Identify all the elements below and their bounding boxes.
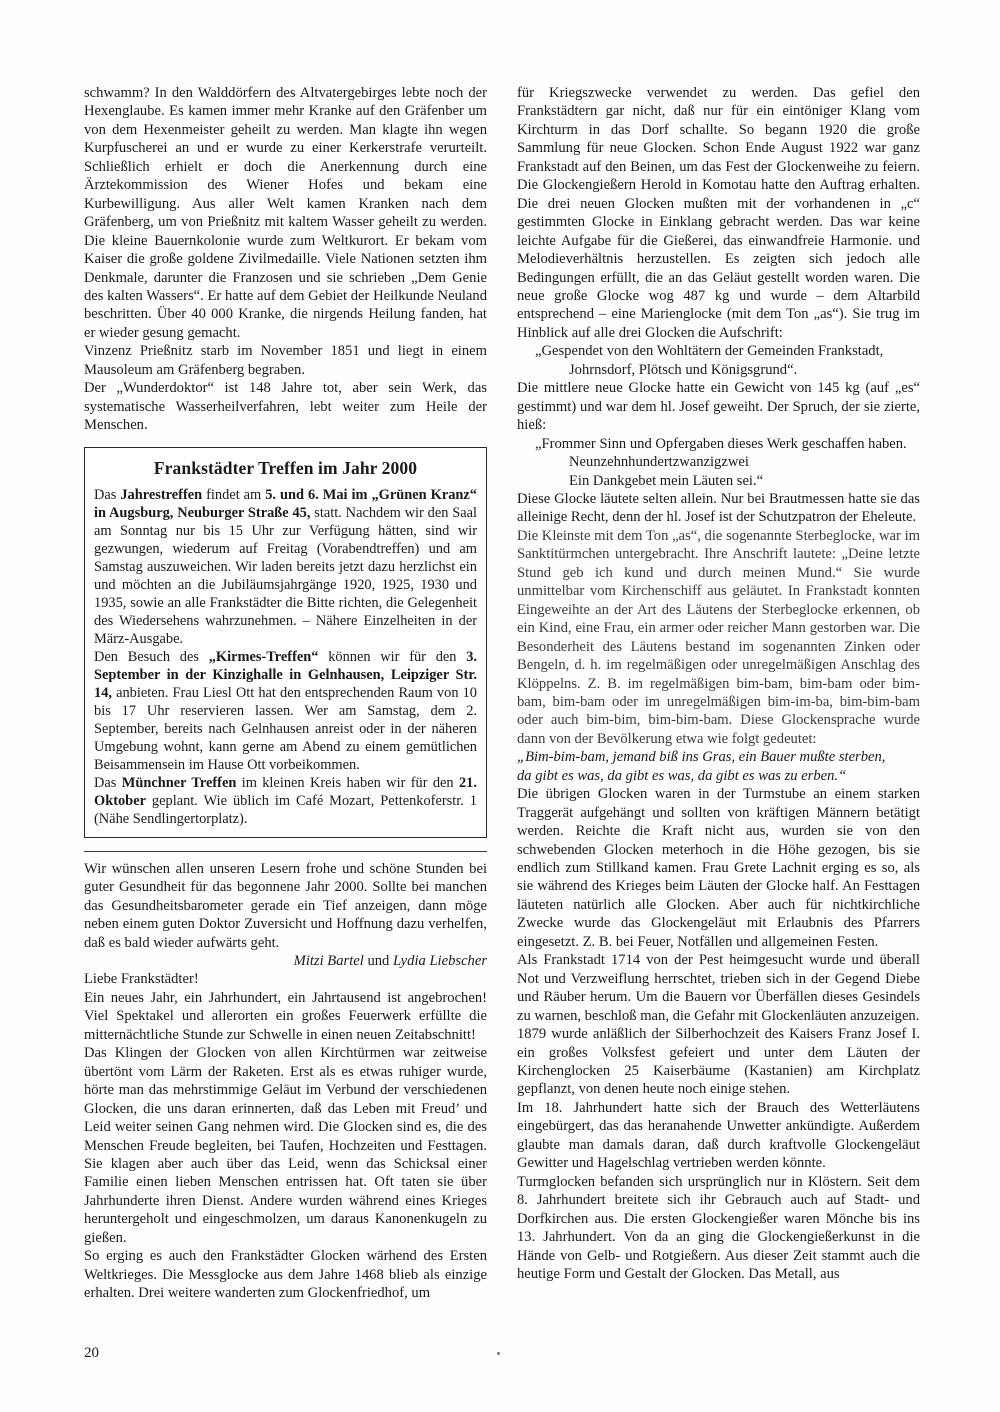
paragraph: So erging es auch den Frankstädter Glocken wärhend des Ersten Weltkrieges. Die Messglocke aus dem Jahre 1468 blieb als einzige erhalten. Drei weitere wanderten zum Glockenfriedhof, um [84, 1248, 487, 1302]
paragraph: Die mittlere neue Glocke hatte ein Gewicht von 145 kg (auf „es“ gestimmt) und war dem hl. Josef geweiht. Der Spruch, der sie zierte, hieß: [517, 380, 920, 434]
text-run: anbieten. Frau Liesl Ott hat den entsprechenden Raum von 10 bis 17 Uhr reservieren lassen. Wer am Samstag, dem 2. September, bereits nach Gelnhausen anreist oder in der näheren Umgebung wohnt, kann gerne am Abend zu einem gemütlichen Beisammensein im Hause Ott vorbeikommen. [94, 684, 477, 773]
quote-line: „Gespendet von den Wohltätern der Gemeinden Frankstadt, [535, 343, 884, 360]
text-run: im kleinen Kreis haben wir für den [236, 774, 459, 791]
text-run: Den Besuch des [94, 648, 209, 665]
text-bold: Jahrestreffen [120, 486, 203, 503]
text-bold: Münchner Treffen [121, 774, 237, 791]
boxed-paragraph-1 [94, 486, 477, 648]
text-bold: 5. und 6. Mai im „Grünen Kranz“ in Augsburg, Neuburger Straße 45, [94, 486, 477, 521]
quote-line: Ein Dankgebet mein Läuten sei.“ [569, 472, 764, 489]
text-bold: 3. September in der Kinzighalle in Gelnhausen, Leipziger Str. 14, [94, 648, 477, 701]
signature-conjunction: und [363, 953, 393, 969]
text-run: Das [94, 486, 121, 503]
text-run: geplant. Wie üblich im Café Mozart, Pettenkoferstr. 1 (Nähe Sendlingertorplatz). [94, 792, 477, 827]
printer-mark [497, 1352, 500, 1355]
paragraph: Ein neues Jahr, ein Jahrhundert, ein Jahrtausend ist angebrochen! Viel Spektakel und allerorten ein großes Feuerwerk erfüllte die mitternächtliche Stunde zur Schwelle in einen neuen Zeitabschnitt! [84, 989, 487, 1043]
boxed-title: Frankstädter Treffen im Jahr 2000 [153, 457, 418, 478]
two-column-layout [84, 84, 920, 1324]
author-name-2: Lydia Liebscher [392, 953, 487, 969]
horizontal-rule [84, 851, 487, 852]
signature-line [84, 952, 487, 970]
paragraph: 1879 wurde anläßlich der Silberhochzeit des Kaisers Franz Josef I. ein großes Volksfest gefeiert und unter dem Läuten der Kirchenglocken 25 Kaiserbäume (Kastanien) am Kirchplatz gepflanzt, von denen heute noch einige stehen. [517, 1026, 920, 1098]
text-bold: 21. Oktober [94, 774, 477, 809]
page-number: 20 [84, 1345, 99, 1361]
boxed-paragraph-2 [94, 648, 477, 774]
paragraph: Diese Glocke läutete selten allein. Nur bei Brautmessen hatte sie das alleinige Recht, denn der hl. Josef ist der Schutzpatron der Eheleute. [517, 490, 920, 526]
paragraph: Wir wünschen allen unseren Lesern frohe und schöne Stunden bei guter Gesundheit für das begonnene Jahr 2000. Sollte bei manchen das Gesundheitsbarometer gerade ein Tief anzeigen, dann möge neben einem guten Doktor Zuversicht und Hoffnung dazu verhelfen, daß es bald wieder aufwärts geht. [84, 860, 487, 951]
paragraph: Das Klingen der Glocken von allen Kirchtürmen war zeitweise übertönt vom Lärm der Raketen. Erst als es etwas ruhiger wurde, hörte man das mehrstimmige Geläut im Verbund der verschiedenen Glocken, die uns daran erinnerten, daß das Leben mit Freud’ und Leid weiter seinen Gang nehmen wird. Die Glocken sind es, die des Menschen Freude begleiten, bei Taufen, Hochzeiten und Festtagen. Sie klagen aber auch über das Leid, wenn das Schicksal einer Familie einen lieben Menschen entrissen hat. Oft taten sie über Jahrhunderte ihren Dienst. Andere wurden während eines Krieges heruntergeholt und eingeschmolzen, um daraus Kanonenkugeln zu gießen. [84, 1045, 487, 1246]
author-name-1: Mitzi Bartel [293, 953, 364, 969]
text-run: Das [94, 774, 122, 791]
paragraph: schwamm? In den Walddörfern des Altvatergebirges lebte noch der Hexenglaube. Es kamen immer mehr Kranke auf den Gräfenber um von dem Hexenmeister geheilt zu werden. Man klagte ihn wegen Kurpfuscherei an und er wurde zu einer Kerkerstrafe verurteilt. Schließlich erhielt er doch die Anerkennung durch eine Ärztekommission des Wiener Hofes und bekam eine Kurbewilligung. Aus aller Welt kamen Kranken nach dem Gräfenberg, um von Prießnitz mit kaltem Wasser geheilt zu werden. Die kleine Bauernkolonie wurde zum Weltkurort. Er bekam vom Kaiser die große goldene Zivilmedaille. Viele Nationen setzten ihm Denkmale, darunter die Franzosen und sie schrieben „Dem Genie des kalten Wassers“. Er hatte auf dem Gebiet der Heilkunde Neuland beschritten. Über 40 000 Kranke, die nirgends Heilung fanden, hat er wieder gesung gemacht. [84, 85, 487, 341]
quote-line: „Frommer Sinn und Opfergaben dieses Werk geschaffen haben. [535, 435, 907, 452]
paragraph: Die übrigen Glocken waren in der Turmstube an einem starken Traggerät aufgehängt und sollten von kräftigen Männern betätigt werden. Reichte die Kraft nicht aus, wurden sie von den schwebenden Glocken meterhoch in die Höhe gezogen, bis sie endlich zum Stillkand kamen. Frau Grete Lachnit erging es so, als sie während des Krieges beim Läuten der Glocke half. An Festtagen läuteten natürlich alle Glocken. Aber auch für nichtkirchliche Zwecke wurde das Glockengeläut mit Erlaubnis des Pfarrers eingesetzt. Z. B. bei Feuer, Notfällen und allgemeinen Festen. [517, 786, 920, 950]
verse-line: da gibt es was, da gibt es was, da gibt es was zu erben.“ [517, 767, 847, 784]
paragraph: Turmglocken befanden sich ursprünglich nur in Klöstern. Seit dem 8. Jahrhundert breitete sich ihr Gebrauch auch auf Stadt- und Dorfkirchen aus. Die ersten Glockengießer waren Mönche bis ins 13. Jahrhundert. Von da an ging die Glockengießerkunst in die Hände von Gelb- und Rotgießern. Aus dieser Zeit stammt auch die heutige Form und Gestalt der Glocken. Das Metall, aus [517, 1173, 920, 1282]
right-column [517, 84, 920, 1324]
boxed-paragraph-3 [94, 774, 477, 828]
paragraph: Vinzenz Prießnitz starb im November 1851 und liegt in einem Mausoleum am Gräfenberg begraben. [84, 343, 487, 378]
text-run: findet am [202, 486, 266, 503]
verse-line: „Bim-bim-bam, jemand biß ins Gras, ein Bauer mußte sterben, [517, 749, 886, 766]
left-column [84, 84, 487, 1324]
paragraph: Im 18. Jahrhundert hatte sich der Brauch des Wetterläutens eingebürgert, das das heranahende Unwetter ankündigte. Außerdem glaubte man damals daran, daß durch kraftvolle Glockengeläut Gewitter und Hagelschlag vertrieben werden könnte. [517, 1099, 920, 1172]
paragraph: für Kriegszwecke verwendet zu werden. Das gefiel den Frankstädtern gar nicht, daß nur für ein eintöniger Klang vom Kirchturm in das Dorf schallte. So begann 1920 die große Sammlung für neue Glocken. Schon Ende August 1922 war ganz Frankstadt auf den Beinen, um das Fest der Glockenweihe zu feiern. Die Glockengießern Herold in Komotau hatte den Auftrag erhalten. Die drei neuen Glocken mußten mit der vorhandenen in „c“ gestimmten Glocke in Einklang gebracht werden. Das war keine leichte Aufgabe für die Gießerei, das einwandfreie Harmonie. und Melodieverhältnis herzustellen. Es zeigten sich jedoch alle Bedingungen erfüllt, die an das Geläut gestellt worden waren. Die neue große Glocke wog 487 kg und wurde – dem Altarbild entsprechend – eine Marienglocke (mit dem Ton „as“). Sie trug im Hinblick auf alle drei Glocken die Aufschrift: [517, 85, 920, 341]
text-bold: „Kirmes-Treffen“ [208, 648, 319, 665]
text-run: statt. Nachdem wir den Saal am Sonntag nur bis 15 Uhr zur Verfügung hätten, sind wir gezwungen, wiederum auf Freitag (Vorabendtreffen) und am Samstag auszuweichen. Wir laden bereits jetzt dazu herzlichst ein und möchten an die Jubiläumsjahrgänge 1920, 1925, 1930 und 1935, sowie an alle Frankstädter die Bitte richten, die Gelegenheit des Wiedersehens wahrzunehmen. – Nähere Einzelheiten in der März-Ausgabe. [94, 504, 477, 647]
boxed-announcement [84, 447, 487, 838]
paragraph: Als Frankstadt 1714 von der Pest heimgesucht wurde und überall Not und Verzweiflung herrschtet, trieben sich in der Gegend Diebe und Räuber herum. Um die Bauern vor Überfällen dieses Gesindels zu warnen, beschloß man, die Gefahr mit Glockenläuten anzuzeigen. [517, 952, 920, 1024]
quote-line: Neunzehnhundertzwanzigzwei [569, 454, 749, 471]
text-run: können wir für den [318, 648, 467, 665]
quote-line: Johrnsdorf, Plötsch und Königsgrund“. [569, 361, 798, 378]
paragraph: Liebe Frankstädter! [84, 971, 199, 988]
paragraph: Die Kleinste mit dem Ton „as“, die sogenannte Sterbeglocke, war im Sanktitürmchen untergebracht. Ihre Anschrift lautete: „Deine letzte Stund geb ich kund und durch meinen Mund.“ Sie wurde unmittelbar vom Kirchenschiff aus geläutet. In Frankstadt konnten Eingeweihte an der Art des Läutens der Sterbeglocke erkennen, ob ein Kind, eine Frau, ein armer oder reicher Mann gestorben war. Die Besonderheit des Läutens bestand im sogenannten Zinken oder Bengeln, d. h. im regelmäßigen oder unregelmäßigen Anschlag des Klöppelns. Z. B. im regelmäßigen bim-bam, bim-bam oder bim-bam, bim-bam oder im unregelmäßigen bim-im-ba, bim-bim-bam oder auch bim-bim, bim-bim-bam. Diese Glockensprache wurde dann von der Bevölkerung etwa wie folgt gedeutet: [517, 527, 920, 747]
paragraph: Der „Wunderdoktor“ ist 148 Jahre tot, aber sein Werk, das systematische Wasserheilverfahren, lebt weiter zum Heile der Menschen. [84, 380, 487, 434]
